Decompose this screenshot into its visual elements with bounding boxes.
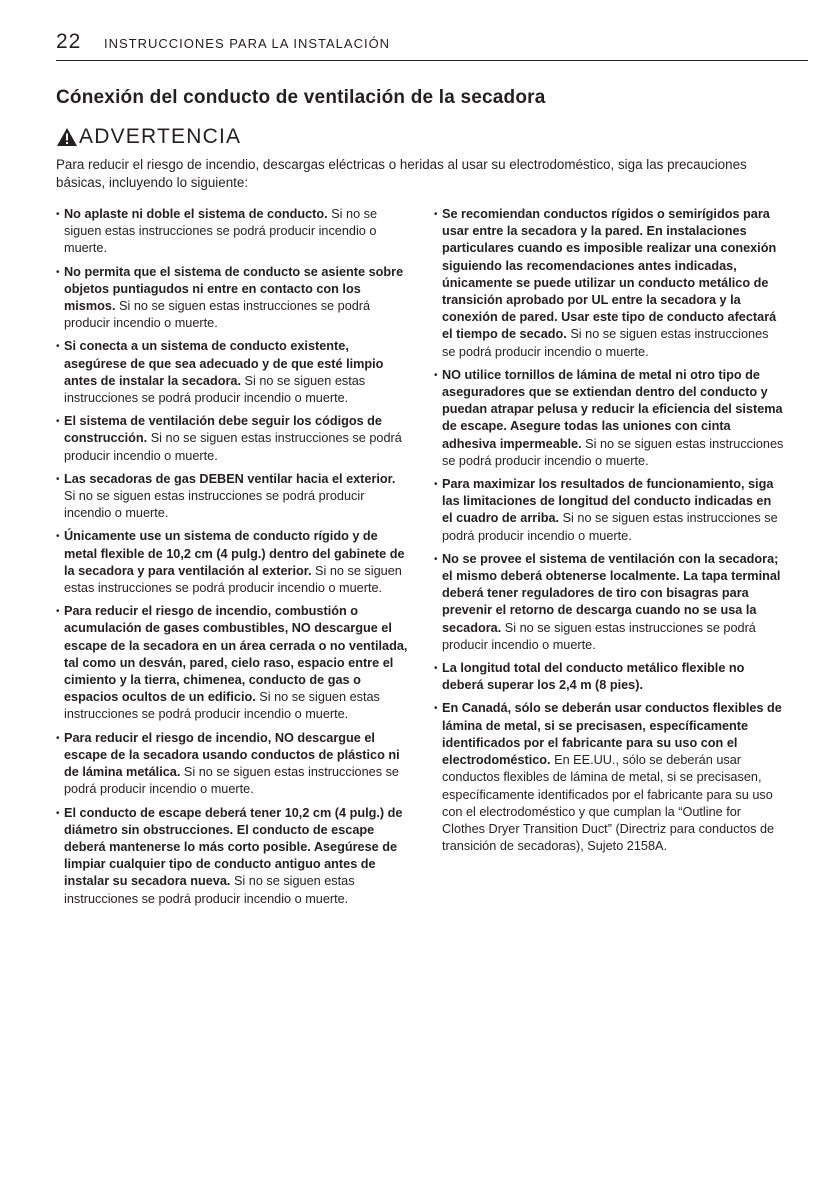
list-item: • Para maximizar los resultados de funcionamiento, siga las limitaciones de longitud del conducto indicadas en el cuadro de arriba. Si no se siguen estas instrucciones se podrá producir incendio o muerte. xyxy=(434,476,784,545)
list-item: • El conducto de escape deberá tener 10,2 cm (4 pulg.) de diámetro sin obstrucciones. El conducto de escape deberá mantenerse lo más corto posible. Asegúrese de limpiar cualquier tipo de conducto antiguo antes de instalar su secadora nueva. Si no se siguen estas instrucciones se podrá producir incendio o muerte. xyxy=(56,805,408,908)
intro-text: Para reducir el riesgo de incendio, descargas eléctricas o heridas al usar su electrodoméstico, siga las precauciones básicas, incluyendo lo siguiente: xyxy=(56,157,747,190)
list-item: • Para reducir el riesgo de incendio, NO descargue el escape de la secadora usando conductos de plástico ni de lámina metálica. Si no se siguen estas instrucciones se podrá producir incendio o muerte. xyxy=(56,730,408,799)
list-item: • Para reducir el riesgo de incendio, combustión o acumulación de gases combustibles, NO descargue el escape de la secadora en un área cerrada o no ventilada, tal como un desván, pared, cielo raso, espacio entre el cimiento y la tierra, chimenea, conducto de gas o espacios ocultos de un edificio. Si no se siguen estas instrucciones se podrá producir incendio o muerte. xyxy=(56,603,408,723)
page-header xyxy=(56,30,808,61)
list-item: • No se provee el sistema de ventilación con la secadora; el mismo deberá obtenerse localmente. La tapa terminal deberá tener reguladores de tiro con bisagras para prevenir el retorno de descarga cuando no se usa la secadora. Si no se siguen estas instrucciones se podrá producir incendio o muerte. xyxy=(434,551,784,654)
warning-triangle-icon xyxy=(56,127,78,147)
list-item: • Únicamente use un sistema de conducto rígido y de metal flexible de 10,2 cm (4 pulg.) dentro del gabinete de la secadora y para ventilación al exterior. Si no se siguen estas instrucciones se podrá producir incendio o muerte. xyxy=(56,528,408,597)
list-item: • Las secadoras de gas DEBEN ventilar hacia el exterior. Si no se siguen estas instrucciones se podrá producir incendio o muerte. xyxy=(56,471,408,523)
list-item: • En Canadá, sólo se deberán usar conductos flexibles de lámina de metal, si se precisasen, específicamente identificados por el fabricante para su uso con el electrodoméstico. En EE.UU., sólo se deberán usar conductos flexibles de lámina de metal, si se precisasen, específicamente identificados por el fabricante para su uso con el electrodoméstico y que cumplan la “Outline for Clothes Dryer Transition Duct” (Directriz para conductos de transición de secadoras), Sujeto 2158A. xyxy=(434,700,784,855)
left-column xyxy=(56,206,408,914)
list-item: • No permita que el sistema de conducto se asiente sobre objetos puntiagudos ni entre en contacto con los mismos. Si no se siguen estas instrucciones se podrá producir incendio o muerte. xyxy=(56,264,408,333)
list-item: • La longitud total del conducto metálico flexible no deberá superar los 2,4 m (8 pies). xyxy=(434,660,784,694)
list-item: • El sistema de ventilación debe seguir los códigos de construcción. Si no se siguen estas instrucciones se podrá producir incendio o muerte. xyxy=(56,413,408,465)
page-number: 22 xyxy=(56,30,82,53)
warning-label: ADVERTENCIA xyxy=(79,125,242,148)
list-item: • No aplaste ni doble el sistema de conducto. Si no se siguen estas instrucciones se podrá producir incendio o muerte. xyxy=(56,206,408,258)
list-item: • Si conecta a un sistema de conducto existente, asegúrese de que sea adecuado y de que esté limpio antes de instalar la secadora. Si no se siguen estas instrucciones se podrá producir incendio o muerte. xyxy=(56,338,408,407)
list-item: • Se recomiendan conductos rígidos o semirígidos para usar entre la secadora y la pared. En instalaciones particulares cuando es imposible realizar una conexión siguiendo las recomendaciones antes indicadas, únicamente se puede utilizar un conducto metálico de transición aprobado por UL entre la secadora y la conexión de pared. Usar este tipo de conducto afectará el tiempo de secado. Si no se siguen estas instrucciones se podrá producir incendio o muerte. xyxy=(434,206,784,361)
section-title: Cónexión del conducto de ventilación de la secadora xyxy=(56,87,546,108)
list-item: • NO utilice tornillos de lámina de metal ni otro tipo de aseguradores que se extiendan dentro del conducto y puedan atrapar pelusa y reducir la eficiencia del sistema de escape. Asegure todas las uniones con cinta adhesiva impermeable. Si no se siguen estas instrucciones se podrá producir incendio o muerte. xyxy=(434,367,784,470)
running-head: INSTRUCCIONES PARA LA INSTALACIÓN xyxy=(104,36,391,51)
right-column xyxy=(434,206,784,861)
warning-heading xyxy=(56,125,241,149)
